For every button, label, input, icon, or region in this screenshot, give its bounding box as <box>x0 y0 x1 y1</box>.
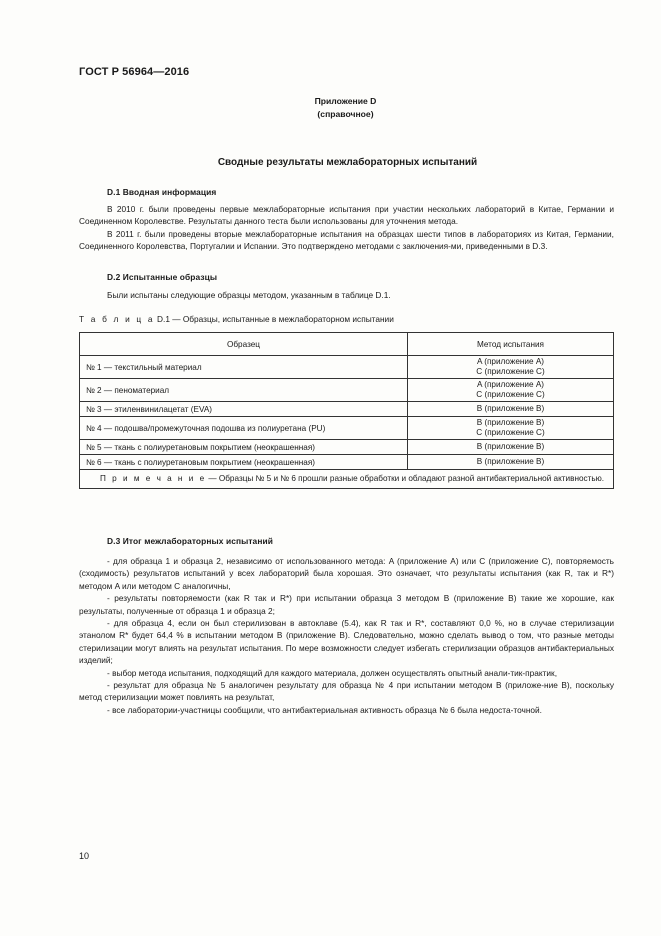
method-line: B (приложение B) <box>476 441 545 451</box>
appendix-heading <box>0 95 661 121</box>
method-line: C (приложение C) <box>476 390 545 399</box>
document-id: ГОСТ Р 56964—2016 <box>79 66 190 78</box>
note-text: — Образцы № 5 и № 6 прошли разные обработки и обладают разной антибактериальной активностью. <box>206 474 605 483</box>
samples-table <box>79 332 614 489</box>
method-line: B (приложение B) <box>476 403 545 413</box>
method-line: B (приложение B) <box>476 417 545 427</box>
table-row <box>80 379 614 402</box>
section-d2-paragraph: Были испытаны следующие образцы методом, указанным в таблице D.1. <box>107 290 391 300</box>
table-caption-text: D.1 — Образцы, испытанные в межлабораторном испытании <box>154 314 394 324</box>
sample-cell: № 3 — этиленвинилацетат (EVA) <box>80 402 408 417</box>
section-d3-list <box>79 555 614 716</box>
result-item: - все лаборатории-участницы сообщили, что антибактериальная активность образца № 6 была недоста-точной. <box>107 704 542 715</box>
table-note-row <box>80 470 614 489</box>
result-item: - результат для образца № 5 аналогичен результату для образца № 4 при испытании методом B (приложе-ние B), поскольку метод стерилизации может повлиять на результат, <box>79 680 614 703</box>
result-item: - для образца 1 и образца 2, независимо от использованного метода: A (приложение A) или C (приложение C), повторяемость (сходимость) результатов испытаний у всех лабораторий была хорошая. Это означает, что результаты испытания (как R, так и R*) методом A или методом C аналогичны, <box>79 556 614 591</box>
sample-cell: № 5 — ткань с полиуретановым покрытием (неокрашенная) <box>80 440 408 455</box>
table-row <box>80 417 614 440</box>
result-item: - выбор метода испытания, подходящий для каждого материала, должен осуществлять опытный анали-тик-практик, <box>107 667 557 678</box>
method-line: C (приложение C) <box>476 428 545 437</box>
appendix-note: (справочное) <box>317 109 374 119</box>
method-cell <box>408 402 614 417</box>
table-row <box>80 455 614 470</box>
method-cell <box>408 356 614 379</box>
section-d1-paragraph-2: В 2011 г. были проведены вторые межлабораторные испытания на образцах шести типов в лабораториях из Китая, Германии, Соединенного Королевства, Португалии и Испании. Это подтверждено методами с заключения-ми, приведенными в D.3. <box>79 229 614 252</box>
result-item: - результаты повторяемости (как R так и R*) при испытании образца 3 методом B (приложение B) такие же хорошие, как результаты, полученные от образца 1 и образца 2; <box>79 593 614 616</box>
sample-cell: № 2 — пеноматериал <box>80 379 408 402</box>
method-cell <box>408 379 614 402</box>
column-header-method: Метод испытания <box>408 333 614 356</box>
sample-cell: № 4 — подошва/промежуточная подошва из полиуретана (PU) <box>80 417 408 440</box>
method-cell <box>408 455 614 470</box>
table-caption <box>79 314 394 324</box>
method-line: B (приложение B) <box>476 456 545 466</box>
result-item: - для образца 4, если он был стерилизован в автоклаве (5.4), как R так и R*, составляют 0,0 %, но в случае стерилизации этанолом R* будет 64,4 % в испытании методом B (приложение B). Следовательно, можно сделать вывод о том, что разные методы стерилизации могут влиять на результат испытания. По мере возможности следует избегать стерилизации образцов антибактериальных изделий; <box>79 618 614 666</box>
table-row <box>80 402 614 417</box>
table-row <box>80 356 614 379</box>
appendix-label: Приложение D <box>314 96 377 106</box>
table-note <box>80 470 614 489</box>
section-d3-heading: D.3 Итог межлабораторных испытаний <box>107 536 273 546</box>
sample-cell: № 6 — ткань с полиуретановым покрытием (неокрашенная) <box>80 455 408 470</box>
note-label: П р и м е ч а н и е <box>100 474 207 483</box>
method-cell <box>408 417 614 440</box>
method-cell <box>408 440 614 455</box>
table-header-row <box>80 333 614 356</box>
page-number: 10 <box>79 851 90 861</box>
table-caption-prefix: Т а б л и ц а <box>79 314 155 324</box>
appendix-title: Сводные результаты межлабораторных испытаний <box>217 157 478 168</box>
section-d1-heading: D.1 Вводная информация <box>107 187 217 197</box>
method-line: C (приложение C) <box>476 367 545 376</box>
method-line: A (приложение A) <box>476 356 545 366</box>
sample-cell: № 1 — текстильный материал <box>80 356 408 379</box>
method-line: A (приложение A) <box>476 379 545 389</box>
column-header-sample: Образец <box>80 333 408 356</box>
table-row <box>80 440 614 455</box>
section-d1-paragraph-1: В 2010 г. были проведены первые межлабораторные испытания при участии нескольких лабораторий в Китае, Германии и Соединенном Королевстве. Результаты данного теста были использованы для уточнения метода. <box>79 204 614 227</box>
section-d2-heading: D.2 Испытанные образцы <box>107 272 218 282</box>
